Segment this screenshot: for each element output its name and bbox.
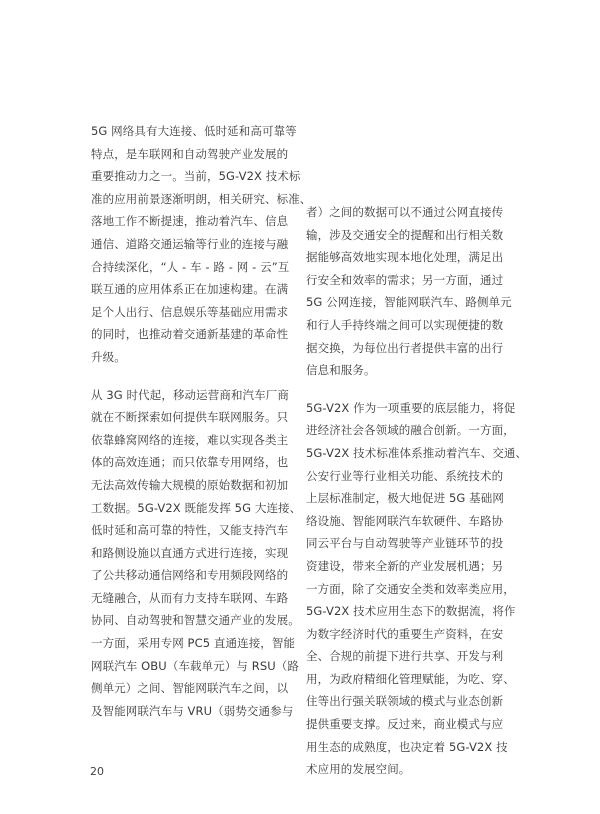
text-line: 用生态的成熟度，也决定着 5G-V2X 技	[306, 739, 508, 754]
text-line: 为数字经济时代的重要生产资料，在安	[306, 626, 504, 641]
text-line: 进经济社会各领域的融合创新。一方面，	[306, 423, 515, 438]
left-column	[91, 120, 312, 722]
paragraph-continued	[306, 201, 512, 382]
text-line: 了公共移动通信网络和专用频段网络的	[91, 568, 289, 583]
text-line: 侧单元）之间、智能网联汽车之间，以	[91, 681, 289, 696]
text-line: 足个人出行、信息娱乐等基础应用需求	[91, 304, 289, 319]
text-line: 准的应用前景逐渐明朗，相关研究、标准、	[91, 191, 312, 206]
text-line: 输，涉及交通安全的提醒和出行相关数	[306, 227, 504, 242]
text-line: 5G-V2X 作为一项重要的底层能力，将促	[306, 400, 516, 415]
page-number: 20	[90, 765, 104, 778]
text-line: 资建设，带来全新的产业发展机遇；另	[306, 558, 504, 573]
paragraph-spacer	[306, 382, 512, 397]
text-line: 无缝融合，从而有力支持车联网、车路	[91, 590, 289, 605]
text-line: 提供重要支撑。反过来，商业模式与应	[306, 717, 504, 732]
text-line: 工数据。5G-V2X 既能发挥 5G 大连接、	[91, 500, 302, 515]
text-line: 一方面，除了交通安全类和效率类应用，	[306, 581, 515, 596]
text-line: 重要推动力之一。当前，5G-V2X 技术标	[91, 169, 301, 184]
text-line: 公安行业等行业相关功能、系统技术的	[306, 468, 504, 483]
text-line: 的同时，也推动着交通新基建的革命性	[91, 327, 289, 342]
text-line: 5G 公网连接，智能网联汽车、路侧单元	[306, 295, 512, 310]
text-line: 者）之间的数据可以不通过公网直接传	[306, 205, 504, 219]
text-line: 据能够高效地实现本地化处理，满足出	[306, 250, 504, 265]
text-line: 依靠蜂窝网络的连接，难以实现各类主	[91, 432, 289, 447]
text-line: 住等出行强关联领域的模式与业态创新	[306, 694, 504, 709]
text-line: 全、合规的前提下进行共享、开发与利	[306, 649, 504, 664]
text-line: 和行人手持终端之间可以实现便捷的数	[306, 317, 504, 332]
text-line: 合持续深化，“人 - 车 - 路 - 网 - 云”互	[91, 259, 290, 274]
text-line: 行安全和效率的需求；另一方面，通过	[306, 272, 504, 287]
text-line: 无法高效传输大规模的原始数据和初加	[91, 477, 289, 492]
right-column	[306, 201, 528, 781]
text-line: 据交换，为每位出行者提供丰富的出行	[306, 340, 504, 355]
paragraph-5g-v2x-capability	[306, 397, 528, 781]
text-line: 特点，是车联网和自动驾驶产业发展的	[91, 146, 289, 161]
text-line: 落地工作不断提速，推动着汽车、信息	[91, 214, 289, 229]
text-line: 升级。	[91, 349, 126, 364]
text-line: 协同、自动驾驶和智慧交通产业的发展。	[91, 613, 300, 628]
paragraph-5g-network	[91, 120, 312, 369]
text-line: 通信、道路交通运输等行业的连接与融	[91, 236, 289, 251]
text-line: 就在不断探索如何提供车联网服务。只	[91, 410, 289, 425]
text-line: 网联汽车 OBU（车载单元）与 RSU（路	[91, 658, 299, 673]
text-line: 用，为政府精细化管理赋能，为吃、穿、	[306, 671, 515, 686]
text-line: 5G-V2X 技术标准体系推动着汽车、交通、	[306, 445, 528, 460]
text-line: 5G-V2X 技术应用生态下的数据流，将作	[306, 604, 516, 619]
text-line: 一方面，采用专网 PC5 直通连接，智能	[91, 636, 296, 651]
text-line: 低时延和高可靠的特性，又能支持汽车	[91, 523, 289, 538]
text-line: 络设施、智能网联汽车软硬件、车路协	[306, 513, 504, 528]
text-line: 5G 网络具有大连接、低时延和高可靠等	[91, 124, 297, 138]
text-line: 从 3G 时代起，移动运营商和汽车厂商	[91, 387, 289, 402]
text-line: 同云平台与自动驾驶等产业链环节的投	[306, 536, 504, 551]
text-line: 术应用的发展空间。	[306, 762, 411, 777]
text-line: 联互通的应用体系正在加速构建。在满	[91, 282, 289, 297]
paragraph-spacer	[91, 369, 297, 384]
text-line: 体的高效连通；而只依靠专用网络，也	[91, 455, 289, 470]
text-line: 及智能网联汽车与 VRU（弱势交通参与	[91, 703, 294, 718]
text-line: 和路侧设施以直通方式进行连接，实现	[91, 545, 289, 560]
paragraph-3g-era	[91, 384, 302, 723]
text-line: 信息和服务。	[306, 363, 376, 378]
text-line: 上层标准制定，极大地促进 5G 基础网	[306, 491, 504, 506]
